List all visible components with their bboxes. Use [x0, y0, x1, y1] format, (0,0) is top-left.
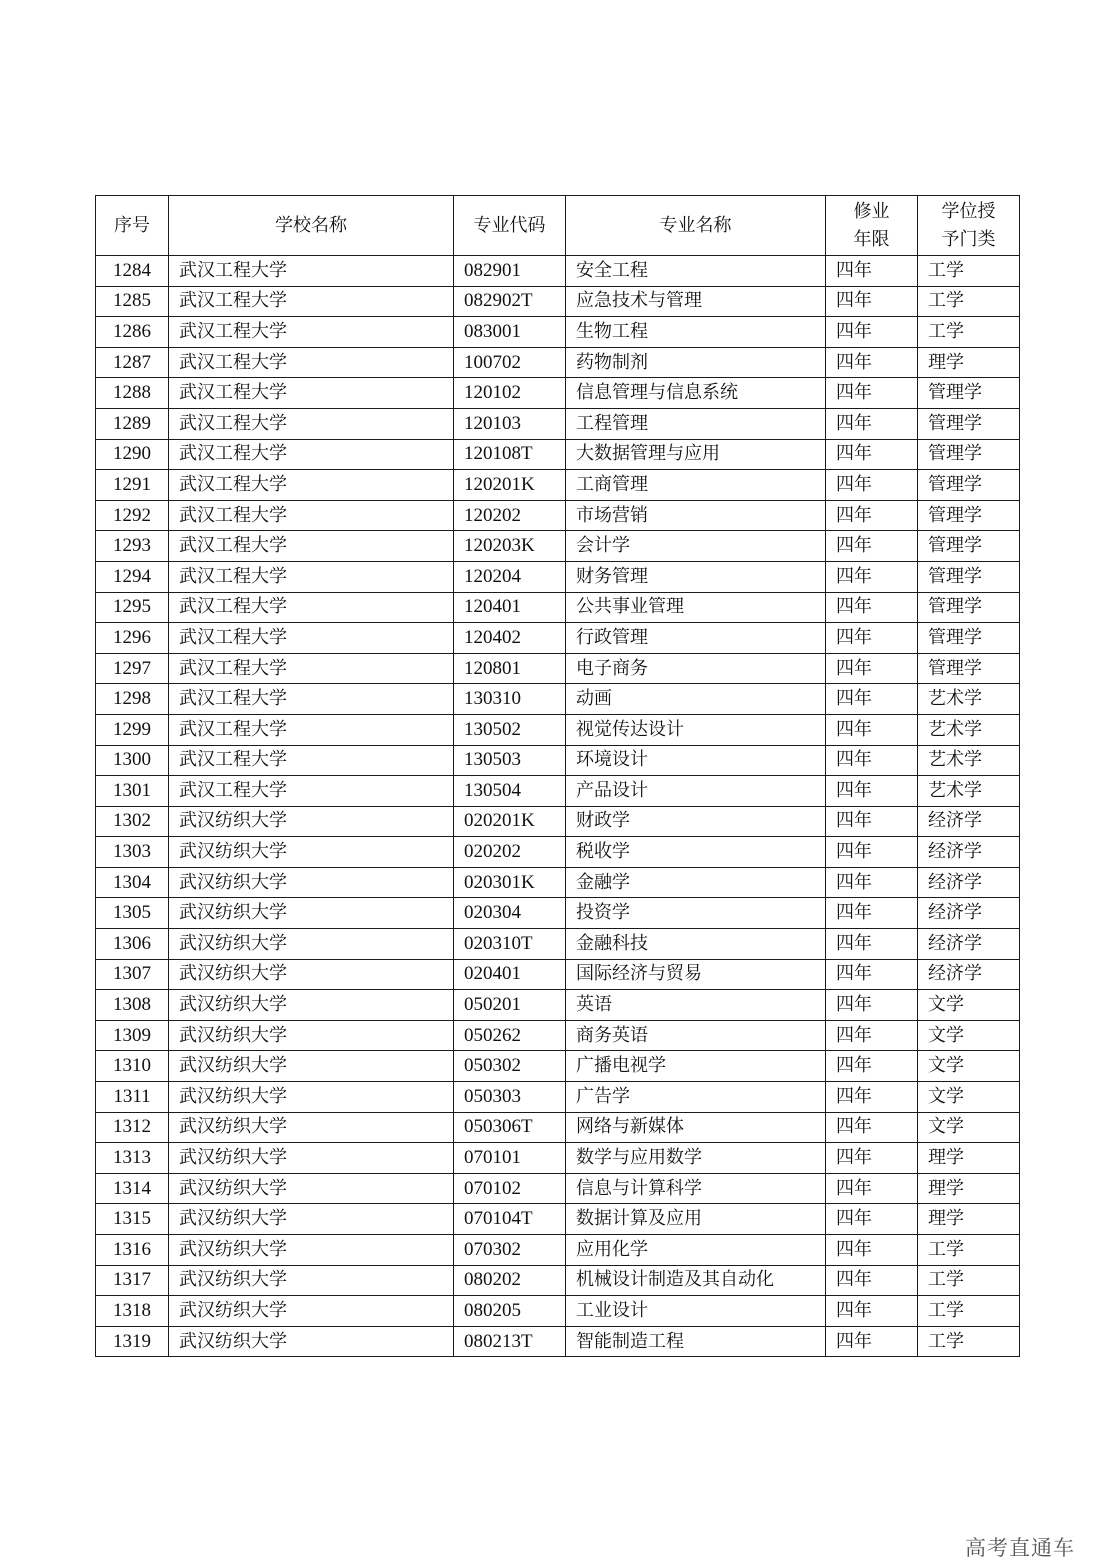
- cell-degree: 文学: [918, 1051, 1020, 1082]
- cell-major: 财务管理: [566, 561, 826, 592]
- cell-school: 武汉工程大学: [169, 408, 454, 439]
- cell-degree: 工学: [918, 286, 1020, 317]
- cell-code: 120108T: [454, 439, 566, 470]
- cell-degree: 经济学: [918, 806, 1020, 837]
- cell-seq: 1306: [96, 929, 169, 960]
- cell-seq: 1315: [96, 1204, 169, 1235]
- cell-code: 120401: [454, 592, 566, 623]
- cell-major: 安全工程: [566, 256, 826, 287]
- cell-code: 070101: [454, 1143, 566, 1174]
- cell-years: 四年: [826, 959, 918, 990]
- cell-major: 信息管理与信息系统: [566, 378, 826, 409]
- cell-major: 公共事业管理: [566, 592, 826, 623]
- table-row: [96, 470, 1020, 501]
- cell-major: 生物工程: [566, 317, 826, 348]
- cell-seq: 1298: [96, 684, 169, 715]
- cell-major: 税收学: [566, 837, 826, 868]
- cell-seq: 1288: [96, 378, 169, 409]
- cell-major: 英语: [566, 990, 826, 1021]
- cell-years: 四年: [826, 1173, 918, 1204]
- cell-code: 070102: [454, 1173, 566, 1204]
- cell-code: 020401: [454, 959, 566, 990]
- cell-degree: 管理学: [918, 408, 1020, 439]
- cell-years: 四年: [826, 1020, 918, 1051]
- cell-major: 投资学: [566, 898, 826, 929]
- cell-years: 四年: [826, 714, 918, 745]
- table-row: [96, 929, 1020, 960]
- cell-code: 083001: [454, 317, 566, 348]
- cell-degree: 经济学: [918, 929, 1020, 960]
- cell-seq: 1291: [96, 470, 169, 501]
- cell-seq: 1293: [96, 531, 169, 562]
- cell-seq: 1318: [96, 1296, 169, 1327]
- cell-major: 应用化学: [566, 1235, 826, 1266]
- cell-code: 080205: [454, 1296, 566, 1327]
- cell-seq: 1287: [96, 347, 169, 378]
- cell-code: 120201K: [454, 470, 566, 501]
- table-row: [96, 500, 1020, 531]
- cell-seq: 1314: [96, 1173, 169, 1204]
- cell-major: 大数据管理与应用: [566, 439, 826, 470]
- cell-years: 四年: [826, 806, 918, 837]
- cell-degree: 经济学: [918, 867, 1020, 898]
- cell-years: 四年: [826, 929, 918, 960]
- cell-school: 武汉工程大学: [169, 470, 454, 501]
- table-row: [96, 1020, 1020, 1051]
- cell-school: 武汉纺织大学: [169, 867, 454, 898]
- cell-degree: 经济学: [918, 837, 1020, 868]
- cell-school: 武汉工程大学: [169, 714, 454, 745]
- cell-years: 四年: [826, 898, 918, 929]
- table-row: [96, 776, 1020, 807]
- cell-school: 武汉工程大学: [169, 561, 454, 592]
- cell-code: 020201K: [454, 806, 566, 837]
- cell-seq: 1297: [96, 653, 169, 684]
- cell-seq: 1301: [96, 776, 169, 807]
- majors-table: [95, 195, 1020, 1357]
- cell-code: 130504: [454, 776, 566, 807]
- cell-seq: 1316: [96, 1235, 169, 1266]
- cell-school: 武汉工程大学: [169, 347, 454, 378]
- cell-code: 020301K: [454, 867, 566, 898]
- cell-school: 武汉纺织大学: [169, 1082, 454, 1113]
- cell-school: 武汉工程大学: [169, 317, 454, 348]
- table-row: [96, 623, 1020, 654]
- cell-code: 120102: [454, 378, 566, 409]
- table-row: [96, 990, 1020, 1021]
- cell-seq: 1285: [96, 286, 169, 317]
- table-row: [96, 531, 1020, 562]
- cell-school: 武汉纺织大学: [169, 806, 454, 837]
- cell-school: 武汉纺织大学: [169, 1265, 454, 1296]
- cell-school: 武汉工程大学: [169, 500, 454, 531]
- cell-code: 020310T: [454, 929, 566, 960]
- table-row: [96, 1112, 1020, 1143]
- cell-major: 行政管理: [566, 623, 826, 654]
- cell-degree: 理学: [918, 1204, 1020, 1235]
- table-row: [96, 256, 1020, 287]
- cell-code: 070302: [454, 1235, 566, 1266]
- cell-school: 武汉工程大学: [169, 684, 454, 715]
- cell-degree: 文学: [918, 1020, 1020, 1051]
- header-seq: 序号: [96, 196, 169, 256]
- cell-code: 130502: [454, 714, 566, 745]
- cell-code: 120801: [454, 653, 566, 684]
- cell-major: 会计学: [566, 531, 826, 562]
- cell-school: 武汉工程大学: [169, 439, 454, 470]
- cell-degree: 艺术学: [918, 776, 1020, 807]
- cell-years: 四年: [826, 439, 918, 470]
- cell-years: 四年: [826, 256, 918, 287]
- cell-degree: 管理学: [918, 439, 1020, 470]
- cell-seq: 1302: [96, 806, 169, 837]
- cell-seq: 1286: [96, 317, 169, 348]
- cell-school: 武汉纺织大学: [169, 1143, 454, 1174]
- cell-code: 120202: [454, 500, 566, 531]
- cell-years: 四年: [826, 990, 918, 1021]
- cell-years: 四年: [826, 776, 918, 807]
- cell-code: 120402: [454, 623, 566, 654]
- cell-code: 120204: [454, 561, 566, 592]
- cell-major: 金融科技: [566, 929, 826, 960]
- table-row: [96, 286, 1020, 317]
- table-row: [96, 1082, 1020, 1113]
- cell-years: 四年: [826, 867, 918, 898]
- cell-seq: 1313: [96, 1143, 169, 1174]
- header-degree-line1: 学位授: [941, 200, 996, 222]
- cell-degree: 文学: [918, 1082, 1020, 1113]
- cell-major: 商务英语: [566, 1020, 826, 1051]
- cell-school: 武汉纺织大学: [169, 959, 454, 990]
- cell-degree: 管理学: [918, 531, 1020, 562]
- cell-years: 四年: [826, 1204, 918, 1235]
- table-row: [96, 408, 1020, 439]
- cell-degree: 经济学: [918, 959, 1020, 990]
- header-degree-line2: 予门类: [941, 228, 996, 250]
- cell-degree: 工学: [918, 256, 1020, 287]
- cell-years: 四年: [826, 1143, 918, 1174]
- cell-school: 武汉工程大学: [169, 256, 454, 287]
- cell-major: 产品设计: [566, 776, 826, 807]
- cell-school: 武汉纺织大学: [169, 837, 454, 868]
- cell-years: 四年: [826, 1296, 918, 1327]
- cell-seq: 1308: [96, 990, 169, 1021]
- cell-years: 四年: [826, 286, 918, 317]
- cell-major: 金融学: [566, 867, 826, 898]
- cell-code: 080202: [454, 1265, 566, 1296]
- cell-seq: 1303: [96, 837, 169, 868]
- cell-major: 工程管理: [566, 408, 826, 439]
- table-row: [96, 592, 1020, 623]
- table-row: [96, 684, 1020, 715]
- cell-code: 020304: [454, 898, 566, 929]
- header-school: 学校名称: [169, 196, 454, 256]
- cell-degree: 管理学: [918, 592, 1020, 623]
- table-row: [96, 837, 1020, 868]
- cell-seq: 1310: [96, 1051, 169, 1082]
- cell-school: 武汉纺织大学: [169, 1235, 454, 1266]
- cell-school: 武汉工程大学: [169, 286, 454, 317]
- cell-years: 四年: [826, 561, 918, 592]
- cell-major: 应急技术与管理: [566, 286, 826, 317]
- cell-seq: 1299: [96, 714, 169, 745]
- cell-school: 武汉工程大学: [169, 776, 454, 807]
- cell-years: 四年: [826, 592, 918, 623]
- table-row: [96, 745, 1020, 776]
- cell-major: 电子商务: [566, 653, 826, 684]
- cell-seq: 1295: [96, 592, 169, 623]
- table-row: [96, 1296, 1020, 1327]
- cell-code: 130503: [454, 745, 566, 776]
- cell-code: 080213T: [454, 1326, 566, 1357]
- cell-years: 四年: [826, 1082, 918, 1113]
- table-row: [96, 1265, 1020, 1296]
- cell-degree: 经济学: [918, 898, 1020, 929]
- cell-years: 四年: [826, 1112, 918, 1143]
- cell-school: 武汉纺织大学: [169, 1173, 454, 1204]
- cell-code: 050303: [454, 1082, 566, 1113]
- cell-years: 四年: [826, 531, 918, 562]
- table-row: [96, 317, 1020, 348]
- cell-major: 机械设计制造及其自动化: [566, 1265, 826, 1296]
- cell-seq: 1296: [96, 623, 169, 654]
- cell-school: 武汉工程大学: [169, 378, 454, 409]
- table-row: [96, 1173, 1020, 1204]
- cell-degree: 艺术学: [918, 714, 1020, 745]
- table-body: [96, 256, 1020, 1357]
- cell-degree: 理学: [918, 1143, 1020, 1174]
- cell-degree: 管理学: [918, 378, 1020, 409]
- cell-code: 100702: [454, 347, 566, 378]
- cell-code: 050201: [454, 990, 566, 1021]
- cell-major: 工商管理: [566, 470, 826, 501]
- cell-school: 武汉纺织大学: [169, 929, 454, 960]
- cell-major: 环境设计: [566, 745, 826, 776]
- cell-code: 020202: [454, 837, 566, 868]
- cell-school: 武汉纺织大学: [169, 898, 454, 929]
- table-row: [96, 898, 1020, 929]
- table-row: [96, 378, 1020, 409]
- cell-years: 四年: [826, 1265, 918, 1296]
- cell-degree: 管理学: [918, 623, 1020, 654]
- table-row: [96, 714, 1020, 745]
- cell-seq: 1284: [96, 256, 169, 287]
- cell-seq: 1304: [96, 867, 169, 898]
- table-row: [96, 439, 1020, 470]
- cell-major: 信息与计算科学: [566, 1173, 826, 1204]
- cell-major: 视觉传达设计: [566, 714, 826, 745]
- cell-major: 数学与应用数学: [566, 1143, 826, 1174]
- cell-degree: 工学: [918, 1296, 1020, 1327]
- header-code: 专业代码: [454, 196, 566, 256]
- table-header: [96, 196, 1020, 256]
- cell-code: 050306T: [454, 1112, 566, 1143]
- cell-major: 智能制造工程: [566, 1326, 826, 1357]
- cell-years: 四年: [826, 653, 918, 684]
- cell-seq: 1294: [96, 561, 169, 592]
- cell-degree: 艺术学: [918, 684, 1020, 715]
- cell-seq: 1290: [96, 439, 169, 470]
- cell-code: 120103: [454, 408, 566, 439]
- cell-degree: 工学: [918, 1235, 1020, 1266]
- cell-years: 四年: [826, 378, 918, 409]
- cell-years: 四年: [826, 347, 918, 378]
- cell-school: 武汉工程大学: [169, 592, 454, 623]
- cell-years: 四年: [826, 1326, 918, 1357]
- cell-major: 网络与新媒体: [566, 1112, 826, 1143]
- cell-degree: 管理学: [918, 500, 1020, 531]
- header-degree: [918, 196, 1020, 256]
- cell-years: 四年: [826, 837, 918, 868]
- cell-seq: 1305: [96, 898, 169, 929]
- cell-school: 武汉纺织大学: [169, 1112, 454, 1143]
- cell-school: 武汉纺织大学: [169, 1204, 454, 1235]
- cell-seq: 1311: [96, 1082, 169, 1113]
- header-years-line1: 修业: [853, 200, 890, 222]
- cell-code: 082901: [454, 256, 566, 287]
- table-row: [96, 959, 1020, 990]
- cell-degree: 工学: [918, 317, 1020, 348]
- cell-major: 国际经济与贸易: [566, 959, 826, 990]
- cell-school: 武汉纺织大学: [169, 1296, 454, 1327]
- cell-years: 四年: [826, 745, 918, 776]
- cell-major: 数据计算及应用: [566, 1204, 826, 1235]
- table-row: [96, 1051, 1020, 1082]
- cell-years: 四年: [826, 684, 918, 715]
- cell-degree: 工学: [918, 1265, 1020, 1296]
- cell-degree: 艺术学: [918, 745, 1020, 776]
- cell-major: 市场营销: [566, 500, 826, 531]
- table-row: [96, 347, 1020, 378]
- cell-years: 四年: [826, 470, 918, 501]
- cell-seq: 1317: [96, 1265, 169, 1296]
- cell-years: 四年: [826, 408, 918, 439]
- cell-years: 四年: [826, 500, 918, 531]
- cell-code: 082902T: [454, 286, 566, 317]
- cell-degree: 管理学: [918, 561, 1020, 592]
- cell-code: 050262: [454, 1020, 566, 1051]
- cell-major: 财政学: [566, 806, 826, 837]
- cell-years: 四年: [826, 623, 918, 654]
- cell-degree: 文学: [918, 1112, 1020, 1143]
- cell-seq: 1319: [96, 1326, 169, 1357]
- cell-code: 130310: [454, 684, 566, 715]
- table-row: [96, 806, 1020, 837]
- cell-school: 武汉纺织大学: [169, 1020, 454, 1051]
- cell-major: 动画: [566, 684, 826, 715]
- table-row: [96, 867, 1020, 898]
- cell-code: 120203K: [454, 531, 566, 562]
- cell-major: 工业设计: [566, 1296, 826, 1327]
- cell-seq: 1312: [96, 1112, 169, 1143]
- header-years: [826, 196, 918, 256]
- table-row: [96, 1143, 1020, 1174]
- cell-school: 武汉纺织大学: [169, 1326, 454, 1357]
- cell-degree: 文学: [918, 990, 1020, 1021]
- cell-degree: 理学: [918, 1173, 1020, 1204]
- cell-degree: 理学: [918, 347, 1020, 378]
- table-row: [96, 1235, 1020, 1266]
- table-row: [96, 653, 1020, 684]
- cell-code: 050302: [454, 1051, 566, 1082]
- cell-major: 广播电视学: [566, 1051, 826, 1082]
- cell-years: 四年: [826, 1235, 918, 1266]
- cell-major: 广告学: [566, 1082, 826, 1113]
- cell-school: 武汉工程大学: [169, 531, 454, 562]
- cell-school: 武汉纺织大学: [169, 1051, 454, 1082]
- cell-school: 武汉工程大学: [169, 653, 454, 684]
- cell-school: 武汉纺织大学: [169, 990, 454, 1021]
- cell-seq: 1309: [96, 1020, 169, 1051]
- header-major: 专业名称: [566, 196, 826, 256]
- cell-code: 070104T: [454, 1204, 566, 1235]
- cell-degree: 工学: [918, 1326, 1020, 1357]
- cell-seq: 1289: [96, 408, 169, 439]
- watermark-text: 高考直通车: [965, 1536, 1075, 1560]
- cell-major: 药物制剂: [566, 347, 826, 378]
- cell-seq: 1307: [96, 959, 169, 990]
- cell-seq: 1300: [96, 745, 169, 776]
- cell-years: 四年: [826, 1051, 918, 1082]
- cell-school: 武汉工程大学: [169, 623, 454, 654]
- cell-degree: 管理学: [918, 653, 1020, 684]
- cell-years: 四年: [826, 317, 918, 348]
- table-row: [96, 1326, 1020, 1357]
- cell-school: 武汉工程大学: [169, 745, 454, 776]
- header-years-line2: 年限: [853, 228, 890, 250]
- header-row: [96, 196, 1020, 256]
- table-row: [96, 1204, 1020, 1235]
- table-row: [96, 561, 1020, 592]
- cell-degree: 管理学: [918, 470, 1020, 501]
- cell-seq: 1292: [96, 500, 169, 531]
